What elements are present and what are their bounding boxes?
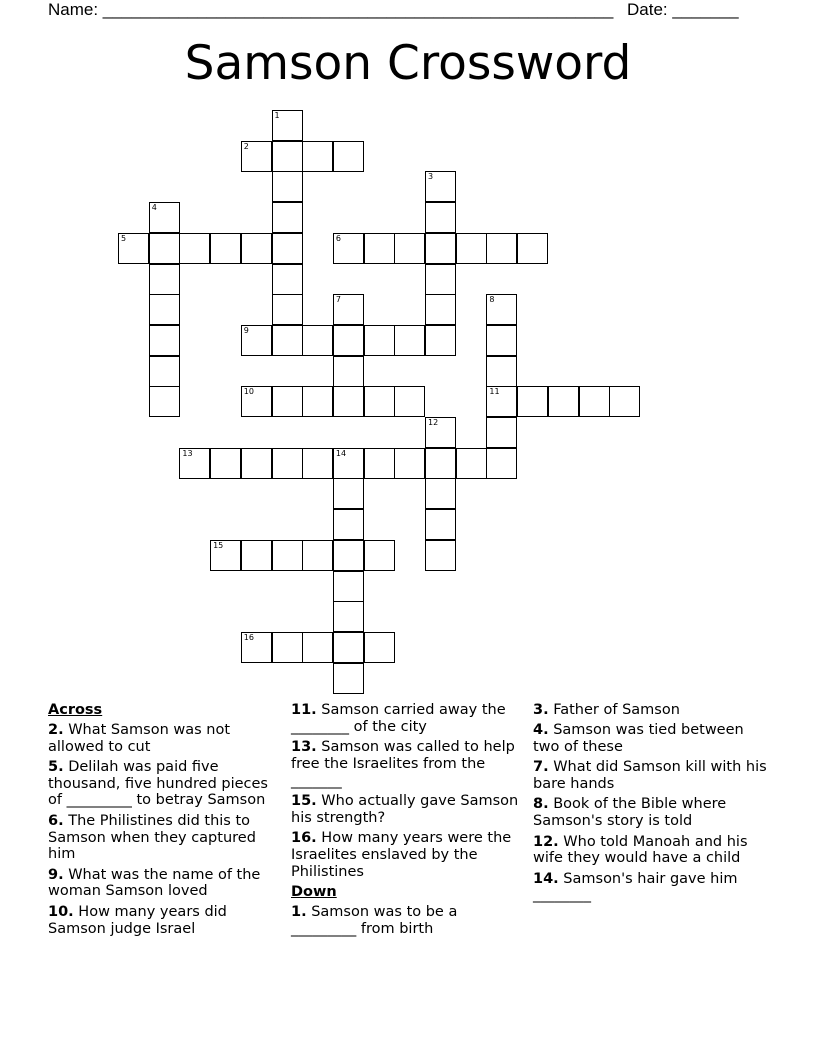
grid-cell[interactable] bbox=[241, 448, 272, 479]
clue-item bbox=[48, 813, 280, 863]
clue-number: 13 bbox=[182, 448, 193, 458]
clue-item bbox=[48, 759, 280, 809]
grid-cell[interactable] bbox=[486, 417, 517, 448]
grid-cell[interactable] bbox=[333, 663, 364, 694]
grid-cell[interactable] bbox=[302, 632, 333, 663]
clue-column-1 bbox=[48, 702, 280, 941]
clue-number: 5. bbox=[48, 758, 64, 775]
grid-cell[interactable] bbox=[486, 325, 517, 356]
grid-cell[interactable] bbox=[272, 202, 303, 233]
grid-cell[interactable] bbox=[425, 171, 456, 202]
grid-cell[interactable] bbox=[241, 540, 272, 571]
grid-cell[interactable] bbox=[272, 171, 303, 202]
clue-number: 6 bbox=[335, 233, 341, 243]
clue-text: What Samson was not allowed to cut bbox=[48, 721, 231, 755]
grid-cell[interactable] bbox=[333, 448, 364, 479]
grid-cell[interactable] bbox=[394, 233, 425, 264]
grid-cell[interactable] bbox=[241, 325, 272, 356]
clue-text: What did Samson kill with his bare hands bbox=[533, 759, 767, 793]
grid-cell[interactable] bbox=[364, 448, 395, 479]
clue-text: Samson was called to help free the Israelites from the _______ bbox=[291, 739, 515, 789]
grid-cell[interactable] bbox=[456, 233, 487, 264]
clue-number: 14. bbox=[533, 870, 559, 887]
grid-cell[interactable] bbox=[302, 386, 333, 417]
grid-cell[interactable] bbox=[364, 325, 395, 356]
grid-cell[interactable] bbox=[118, 233, 149, 264]
grid-cell[interactable] bbox=[210, 448, 241, 479]
clue-text: How many years did Samson judge Israel bbox=[48, 903, 227, 937]
clue-item bbox=[48, 722, 280, 756]
grid-cell[interactable] bbox=[272, 386, 303, 417]
grid-cell[interactable] bbox=[425, 448, 456, 479]
grid-cell[interactable] bbox=[394, 448, 425, 479]
grid-cell[interactable] bbox=[486, 386, 517, 417]
grid-cell[interactable] bbox=[333, 571, 364, 602]
grid-cell[interactable] bbox=[456, 448, 487, 479]
grid-cell[interactable] bbox=[272, 110, 303, 141]
clue-item bbox=[533, 871, 773, 905]
clue-number: 11. bbox=[291, 702, 317, 718]
grid-cell[interactable] bbox=[333, 233, 364, 264]
grid-cell[interactable] bbox=[486, 356, 517, 387]
clue-number: 11 bbox=[489, 387, 500, 397]
grid-cell[interactable] bbox=[241, 632, 272, 663]
grid-cell[interactable] bbox=[425, 540, 456, 571]
clue-number: 3. bbox=[533, 702, 549, 718]
clue-number: 7. bbox=[533, 759, 549, 776]
clue-text: Who told Manoah and his wife they would have a child bbox=[533, 833, 748, 867]
grid-cell[interactable] bbox=[425, 478, 456, 509]
grid-cell[interactable] bbox=[302, 141, 333, 172]
clue-item bbox=[533, 834, 773, 868]
grid-cell[interactable] bbox=[149, 386, 180, 417]
grid-cell[interactable] bbox=[364, 233, 395, 264]
grid-cell[interactable] bbox=[149, 264, 180, 295]
grid-cell[interactable] bbox=[486, 233, 517, 264]
clue-item bbox=[48, 867, 280, 901]
clue-item bbox=[533, 759, 773, 793]
clue-item bbox=[291, 904, 521, 938]
grid-cell[interactable] bbox=[241, 141, 272, 172]
grid-cell[interactable] bbox=[517, 233, 548, 264]
grid-cell[interactable] bbox=[272, 264, 303, 295]
clue-number: 6. bbox=[48, 812, 64, 829]
grid-cell[interactable] bbox=[333, 141, 364, 172]
grid-cell[interactable] bbox=[364, 540, 395, 571]
clue-number: 12. bbox=[533, 833, 559, 850]
grid-cell[interactable] bbox=[333, 632, 364, 663]
grid-cell[interactable] bbox=[333, 540, 364, 571]
clue-number: 8. bbox=[533, 796, 549, 813]
clue-text: Samson was to be a _________ from birth bbox=[291, 903, 458, 937]
across-heading: Across bbox=[48, 702, 103, 718]
grid-cell[interactable] bbox=[425, 264, 456, 295]
grid-cell[interactable] bbox=[394, 325, 425, 356]
grid-cell[interactable] bbox=[333, 601, 364, 632]
grid-cell[interactable] bbox=[425, 509, 456, 540]
clue-item bbox=[291, 793, 521, 827]
grid-cell[interactable] bbox=[486, 294, 517, 325]
grid-cell[interactable] bbox=[149, 233, 180, 264]
grid-cell[interactable] bbox=[333, 325, 364, 356]
grid-cell[interactable] bbox=[179, 448, 210, 479]
clue-number: 13. bbox=[291, 739, 317, 756]
grid-cell[interactable] bbox=[241, 386, 272, 417]
grid-cell[interactable] bbox=[149, 325, 180, 356]
grid-cell[interactable] bbox=[425, 417, 456, 448]
grid-cell[interactable] bbox=[579, 386, 610, 417]
clue-text: Samson's hair gave him ________ bbox=[533, 870, 738, 904]
grid-cell[interactable] bbox=[149, 356, 180, 387]
clue-number: 8 bbox=[489, 295, 495, 305]
clue-number: 16 bbox=[243, 632, 254, 642]
grid-cell[interactable] bbox=[486, 448, 517, 479]
clue-text: The Philistines did this to Samson when they captured him bbox=[48, 812, 256, 863]
clue-item bbox=[533, 722, 773, 756]
grid-cell[interactable] bbox=[272, 325, 303, 356]
clue-column-2 bbox=[291, 702, 521, 941]
clue-text: Samson carried away the ________ of the city bbox=[291, 702, 506, 735]
grid-cell[interactable] bbox=[149, 202, 180, 233]
clue-text: Samson was tied between two of these bbox=[533, 722, 744, 756]
clue-number: 2 bbox=[243, 141, 249, 151]
clue-item bbox=[291, 739, 521, 789]
grid-cell[interactable] bbox=[149, 294, 180, 325]
grid-cell[interactable] bbox=[333, 509, 364, 540]
clue-text: What was the name of the woman Samson loved bbox=[48, 866, 261, 900]
grid-cell[interactable] bbox=[333, 294, 364, 325]
page-title: Samson Crossword bbox=[184, 36, 632, 91]
grid-cell[interactable] bbox=[609, 386, 640, 417]
clue-item bbox=[48, 904, 280, 938]
grid-cell[interactable] bbox=[333, 478, 364, 509]
grid-cell[interactable] bbox=[302, 448, 333, 479]
grid-cell[interactable] bbox=[272, 448, 303, 479]
clue-number: 9 bbox=[243, 325, 249, 335]
grid-cell[interactable] bbox=[425, 294, 456, 325]
clue-text: Father of Samson bbox=[548, 702, 680, 718]
clue-text: Book of the Bible where Samson's story is told bbox=[533, 796, 727, 830]
grid-cell[interactable] bbox=[425, 325, 456, 356]
clue-number: 5 bbox=[121, 233, 127, 243]
grid-cell[interactable] bbox=[179, 233, 210, 264]
clue-number: 14 bbox=[335, 448, 347, 458]
clue-item bbox=[533, 796, 773, 830]
grid-cell[interactable] bbox=[394, 386, 425, 417]
clue-number: 1 bbox=[274, 111, 280, 120]
grid-cell[interactable] bbox=[364, 386, 395, 417]
clue-text: Who actually gave Samson his strength? bbox=[291, 792, 519, 826]
clue-number: 15. bbox=[291, 792, 317, 809]
clue-number: 1. bbox=[291, 903, 307, 920]
grid-cell[interactable] bbox=[548, 386, 579, 417]
clue-number: 4 bbox=[151, 203, 157, 213]
clue-number: 12 bbox=[428, 418, 439, 427]
name-field-label: Name: ______________________________________________________ bbox=[48, 0, 614, 19]
grid-cell[interactable] bbox=[272, 141, 303, 172]
down-heading: Down bbox=[291, 883, 337, 900]
clue-number: 10 bbox=[243, 387, 254, 397]
grid-cell[interactable] bbox=[333, 386, 364, 417]
grid-cell[interactable] bbox=[425, 233, 456, 264]
grid-cell[interactable] bbox=[302, 540, 333, 571]
clue-item bbox=[291, 702, 521, 736]
grid-cell[interactable] bbox=[272, 540, 303, 571]
clue-column-3 bbox=[533, 702, 773, 908]
grid-cell[interactable] bbox=[210, 233, 241, 264]
grid-cell[interactable] bbox=[272, 632, 303, 663]
clue-number: 9. bbox=[48, 866, 64, 883]
clue-number: 10. bbox=[48, 903, 74, 920]
clue-text: Delilah was paid five thousand, five hundred pieces of _________ to betray Samson bbox=[48, 758, 268, 809]
clue-number: 16. bbox=[291, 830, 317, 847]
clue-item bbox=[291, 830, 521, 880]
clue-number: 7 bbox=[335, 295, 341, 305]
grid-cell[interactable] bbox=[272, 233, 303, 264]
clue-text: How many years were the Israelites enslaved by the Philistines bbox=[291, 830, 512, 880]
clue-number: 4. bbox=[533, 722, 549, 739]
date-field-label: Date: _______ bbox=[627, 0, 739, 19]
grid-cell[interactable] bbox=[425, 202, 456, 233]
grid-cell[interactable] bbox=[333, 356, 364, 387]
grid-cell[interactable] bbox=[210, 540, 241, 571]
grid-cell[interactable] bbox=[241, 233, 272, 264]
clue-number: 15 bbox=[213, 540, 224, 550]
grid-cell[interactable] bbox=[272, 294, 303, 325]
grid-cell[interactable] bbox=[302, 325, 333, 356]
grid-cell[interactable] bbox=[517, 386, 548, 417]
clue-item bbox=[533, 702, 773, 719]
clue-number: 3 bbox=[428, 172, 434, 182]
clue-number: 2. bbox=[48, 721, 64, 738]
grid-cell[interactable] bbox=[364, 632, 395, 663]
